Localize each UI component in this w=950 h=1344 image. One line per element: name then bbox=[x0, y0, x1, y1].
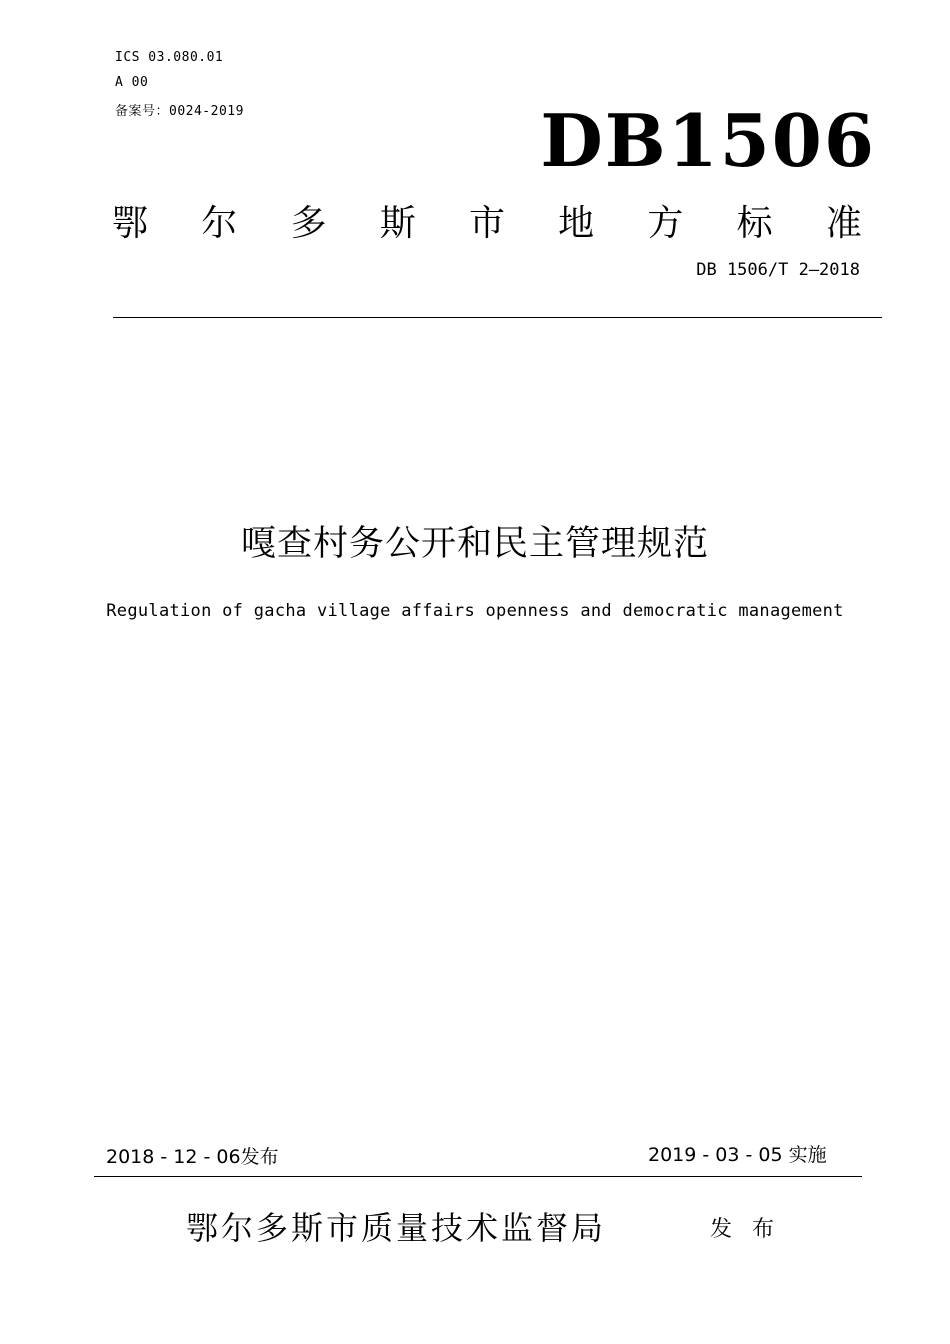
footer-divider bbox=[94, 1176, 862, 1177]
standard-logo: DB1506 bbox=[540, 98, 876, 183]
record-number: 备案号：0024-2019 bbox=[115, 104, 244, 119]
standard-type-char: 鄂 bbox=[112, 203, 149, 244]
document-title-chinese: 嘎查村务公开和民主管理规范 bbox=[240, 524, 709, 564]
classification-code: A 00 bbox=[115, 75, 149, 90]
standard-type-char: 多 bbox=[290, 203, 327, 244]
implementation-date: 2019 - 03 - 05 实施 bbox=[648, 1144, 827, 1166]
ics-code: ICS 03.080.01 bbox=[115, 50, 224, 65]
document-title-english: Regulation of gacha village affairs openness and democratic management bbox=[106, 601, 844, 621]
standard-number: DB 1506/T 2—2018 bbox=[696, 260, 860, 280]
standard-type-char: 市 bbox=[468, 203, 505, 244]
standard-type-char: 方 bbox=[647, 203, 684, 244]
publish-label: 发布 bbox=[710, 1217, 795, 1242]
header-divider bbox=[113, 317, 882, 318]
standard-type-char: 标 bbox=[736, 203, 773, 244]
standard-type-char: 斯 bbox=[379, 203, 416, 244]
publisher-name: 鄂尔多斯市质量技术监督局 bbox=[186, 1209, 607, 1247]
issue-date: 2018 - 12 - 06发布 bbox=[106, 1146, 279, 1168]
standard-type-char: 地 bbox=[558, 203, 595, 244]
standard-type-char: 尔 bbox=[201, 203, 238, 244]
standard-type bbox=[112, 195, 862, 246]
standard-type-char: 准 bbox=[825, 203, 862, 244]
